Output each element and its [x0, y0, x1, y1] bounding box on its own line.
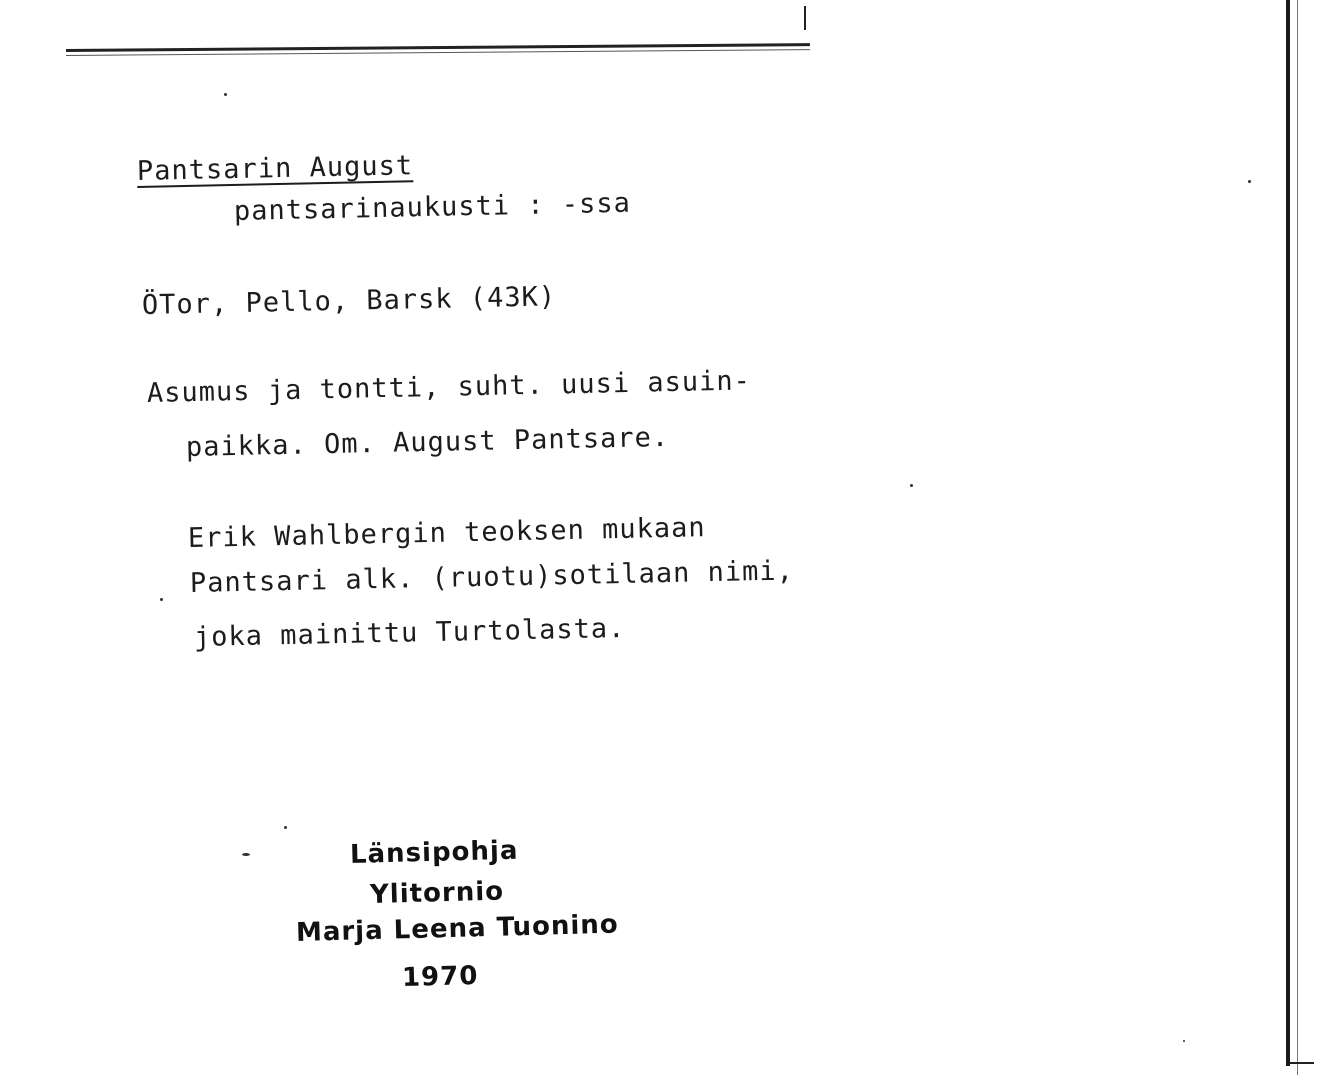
scan-speck — [910, 484, 913, 487]
stamp-region: Länsipohja — [349, 835, 519, 870]
stamp-year: 1970 — [401, 961, 479, 993]
stamp-parish: Ylitornio — [369, 876, 505, 910]
description-line: paikka. Om. August Pantsare. — [185, 421, 670, 463]
scan-speck — [242, 853, 250, 856]
note-line: joka mainittu Turtolasta. — [193, 612, 626, 653]
scan-speck — [284, 826, 287, 829]
stamp-collector: Marja Leena Tuonino — [295, 909, 620, 948]
card-right-edge-shadow — [1297, 0, 1298, 1075]
place-name-inflection: pantsarinaukusti : -ssa — [233, 187, 632, 227]
scan-speck — [224, 93, 227, 96]
description-line: Asumus ja tontti, suht. uusi asuin- — [146, 365, 752, 409]
location-line: ÖTor, Pello, Barsk (43K) — [141, 281, 557, 321]
place-name-heading: Pantsarin August — [136, 150, 414, 187]
card-right-edge — [1286, 0, 1290, 1066]
scan-speck — [1248, 180, 1251, 183]
card-corner-mark — [804, 6, 806, 30]
card-bottom-corner-mark — [1290, 1062, 1314, 1064]
scan-speck — [160, 598, 163, 601]
scan-speck — [1183, 1040, 1185, 1042]
note-line: Erik Wahlbergin teoksen mukaan — [187, 512, 706, 554]
note-line: Pantsari alk. (ruotu)sotilaan nimi, — [189, 555, 795, 599]
